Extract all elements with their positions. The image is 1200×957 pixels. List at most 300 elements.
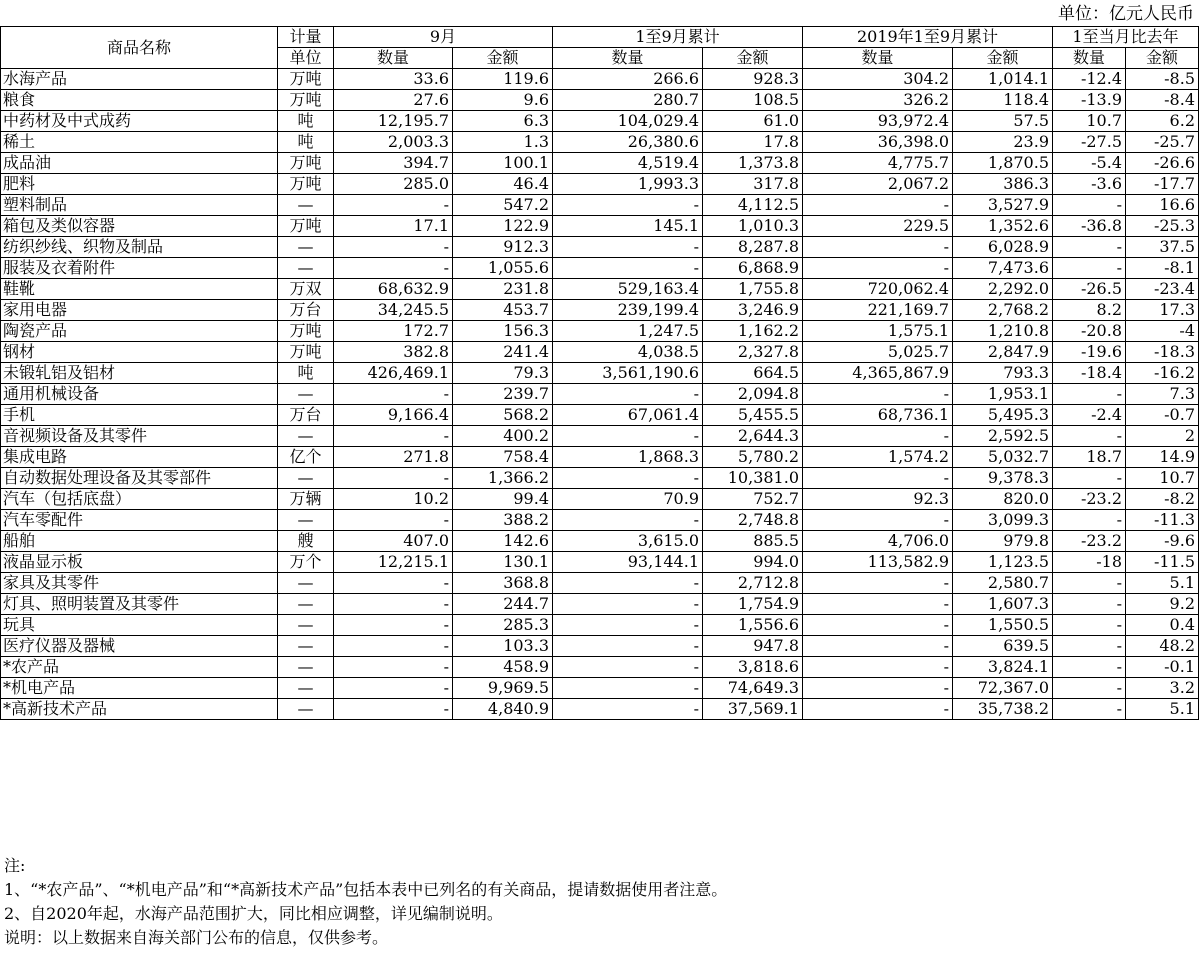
- value-cell: 79.3: [453, 363, 553, 384]
- value-cell: -: [803, 426, 953, 447]
- value-cell: 119.6: [453, 69, 553, 90]
- value-cell: 239.7: [453, 384, 553, 405]
- commodity-name: 肥料: [1, 174, 278, 195]
- value-cell: 37,569.1: [703, 699, 803, 720]
- unit-cell: —: [278, 594, 334, 615]
- value-cell: -36.8: [1053, 216, 1126, 237]
- commodity-name: *高新技术产品: [1, 699, 278, 720]
- value-cell: -: [334, 384, 453, 405]
- unit-cell: —: [278, 195, 334, 216]
- unit-cell: 万吨: [278, 69, 334, 90]
- value-cell: 1,352.6: [953, 216, 1053, 237]
- table-row: [1, 363, 1199, 384]
- value-cell: 6.3: [453, 111, 553, 132]
- table-row: [1, 258, 1199, 279]
- value-cell: -: [1053, 636, 1126, 657]
- value-cell: -2.4: [1053, 405, 1126, 426]
- value-cell: 394.7: [334, 153, 453, 174]
- value-cell: 239,199.4: [553, 300, 703, 321]
- value-cell: -25.7: [1126, 132, 1199, 153]
- unit-cell: 万吨: [278, 321, 334, 342]
- table-row: [1, 447, 1199, 468]
- value-cell: -: [334, 594, 453, 615]
- value-cell: -: [334, 636, 453, 657]
- unit-cell: —: [278, 699, 334, 720]
- header-sub: 数量: [803, 48, 953, 69]
- notes: [4, 854, 727, 950]
- commodity-name: 液晶显示板: [1, 552, 278, 573]
- value-cell: 885.5: [703, 531, 803, 552]
- table-row: [1, 174, 1199, 195]
- value-cell: 1,550.5: [953, 615, 1053, 636]
- value-cell: -: [334, 195, 453, 216]
- value-cell: -: [553, 594, 703, 615]
- value-cell: 6.2: [1126, 111, 1199, 132]
- unit-cell: 艘: [278, 531, 334, 552]
- table-row: [1, 510, 1199, 531]
- header-name: 商品名称: [1, 27, 278, 69]
- unit-cell: 吨: [278, 363, 334, 384]
- value-cell: -: [1053, 258, 1126, 279]
- unit-cell: —: [278, 237, 334, 258]
- header-group-ytd: 1至9月累计: [553, 27, 803, 48]
- value-cell: 12,215.1: [334, 552, 453, 573]
- value-cell: -18: [1053, 552, 1126, 573]
- value-cell: 304.2: [803, 69, 953, 90]
- value-cell: 568.2: [453, 405, 553, 426]
- header-row-1: [1, 27, 1199, 48]
- value-cell: 2,094.8: [703, 384, 803, 405]
- value-cell: -11.3: [1126, 510, 1199, 531]
- unit-cell: —: [278, 615, 334, 636]
- value-cell: 231.8: [453, 279, 553, 300]
- unit-cell: 万双: [278, 279, 334, 300]
- value-cell: 35,738.2: [953, 699, 1053, 720]
- unit-cell: 万个: [278, 552, 334, 573]
- unit-cell: —: [278, 426, 334, 447]
- value-cell: 2: [1126, 426, 1199, 447]
- value-cell: 1,014.1: [953, 69, 1053, 90]
- value-cell: -: [553, 510, 703, 531]
- value-cell: 285.3: [453, 615, 553, 636]
- commodity-name: 汽车零配件: [1, 510, 278, 531]
- value-cell: 1,755.8: [703, 279, 803, 300]
- value-cell: 10.2: [334, 489, 453, 510]
- header-sub: 金额: [703, 48, 803, 69]
- header-group-yoy: 1至当月比去年: [1053, 27, 1199, 48]
- table-row: [1, 216, 1199, 237]
- value-cell: -: [334, 237, 453, 258]
- value-cell: -: [334, 258, 453, 279]
- value-cell: -26.6: [1126, 153, 1199, 174]
- unit-cell: 万吨: [278, 174, 334, 195]
- value-cell: -: [1053, 657, 1126, 678]
- value-cell: 2,712.8: [703, 573, 803, 594]
- value-cell: 547.2: [453, 195, 553, 216]
- value-cell: 2,292.0: [953, 279, 1053, 300]
- value-cell: -0.7: [1126, 405, 1199, 426]
- value-cell: -: [803, 573, 953, 594]
- value-cell: 5,025.7: [803, 342, 953, 363]
- value-cell: 994.0: [703, 552, 803, 573]
- value-cell: -8.1: [1126, 258, 1199, 279]
- table-row: [1, 636, 1199, 657]
- value-cell: 3.2: [1126, 678, 1199, 699]
- note-source: 说明：以上数据来自海关部门公布的信息，仅供参考。: [4, 928, 389, 947]
- value-cell: -: [553, 636, 703, 657]
- value-cell: -: [803, 384, 953, 405]
- header-sub: 数量: [1053, 48, 1126, 69]
- commodity-name: 钢材: [1, 342, 278, 363]
- value-cell: 368.8: [453, 573, 553, 594]
- value-cell: 241.4: [453, 342, 553, 363]
- unit-cell: 吨: [278, 111, 334, 132]
- value-cell: 130.1: [453, 552, 553, 573]
- value-cell: -: [553, 468, 703, 489]
- value-cell: 1,373.8: [703, 153, 803, 174]
- value-cell: 14.9: [1126, 447, 1199, 468]
- value-cell: -5.4: [1053, 153, 1126, 174]
- value-cell: 23.9: [953, 132, 1053, 153]
- value-cell: 912.3: [453, 237, 553, 258]
- value-cell: 386.3: [953, 174, 1053, 195]
- value-cell: 5,032.7: [953, 447, 1053, 468]
- value-cell: 1,754.9: [703, 594, 803, 615]
- value-cell: 407.0: [334, 531, 453, 552]
- value-cell: 46.4: [453, 174, 553, 195]
- commodity-name: 粮食: [1, 90, 278, 111]
- value-cell: -: [1053, 510, 1126, 531]
- value-cell: -8.5: [1126, 69, 1199, 90]
- table-row: [1, 699, 1199, 720]
- value-cell: 1,607.3: [953, 594, 1053, 615]
- value-cell: -: [1053, 573, 1126, 594]
- table-row: [1, 300, 1199, 321]
- value-cell: 93,972.4: [803, 111, 953, 132]
- value-cell: -16.2: [1126, 363, 1199, 384]
- value-cell: 74,649.3: [703, 678, 803, 699]
- value-cell: 2,003.3: [334, 132, 453, 153]
- value-cell: 3,099.3: [953, 510, 1053, 531]
- value-cell: 93,144.1: [553, 552, 703, 573]
- value-cell: -: [553, 615, 703, 636]
- unit-cell: —: [278, 678, 334, 699]
- table-row: [1, 279, 1199, 300]
- unit-cell: —: [278, 468, 334, 489]
- value-cell: 2,768.2: [953, 300, 1053, 321]
- value-cell: 37.5: [1126, 237, 1199, 258]
- value-cell: 145.1: [553, 216, 703, 237]
- value-cell: 5,455.5: [703, 405, 803, 426]
- value-cell: -: [803, 195, 953, 216]
- unit-cell: 万吨: [278, 90, 334, 111]
- value-cell: 17.1: [334, 216, 453, 237]
- table-row: [1, 132, 1199, 153]
- table-row: [1, 384, 1199, 405]
- header-sub: 数量: [553, 48, 703, 69]
- value-cell: 221,169.7: [803, 300, 953, 321]
- commodity-name: 塑料制品: [1, 195, 278, 216]
- commodity-name: 自动数据处理设备及其零部件: [1, 468, 278, 489]
- value-cell: 752.7: [703, 489, 803, 510]
- value-cell: 3,561,190.6: [553, 363, 703, 384]
- value-cell: 1,574.2: [803, 447, 953, 468]
- value-cell: -: [803, 636, 953, 657]
- value-cell: 758.4: [453, 447, 553, 468]
- value-cell: -: [553, 426, 703, 447]
- value-cell: -3.6: [1053, 174, 1126, 195]
- value-cell: -9.6: [1126, 531, 1199, 552]
- value-cell: 61.0: [703, 111, 803, 132]
- value-cell: 426,469.1: [334, 363, 453, 384]
- value-cell: 68,632.9: [334, 279, 453, 300]
- commodity-name: 稀土: [1, 132, 278, 153]
- value-cell: 72,367.0: [953, 678, 1053, 699]
- value-cell: -: [334, 426, 453, 447]
- value-cell: 285.0: [334, 174, 453, 195]
- commodity-name: 汽车（包括底盘）: [1, 489, 278, 510]
- value-cell: 400.2: [453, 426, 553, 447]
- value-cell: -: [1053, 678, 1126, 699]
- value-cell: 266.6: [553, 69, 703, 90]
- header-sub: 金额: [1126, 48, 1199, 69]
- unit-cell: 亿个: [278, 447, 334, 468]
- value-cell: 33.6: [334, 69, 453, 90]
- value-cell: -12.4: [1053, 69, 1126, 90]
- value-cell: 1,123.5: [953, 552, 1053, 573]
- commodity-name: 家具及其零件: [1, 573, 278, 594]
- value-cell: 979.8: [953, 531, 1053, 552]
- value-cell: -: [1053, 615, 1126, 636]
- table-row: [1, 321, 1199, 342]
- value-cell: -8.4: [1126, 90, 1199, 111]
- value-cell: 2,847.9: [953, 342, 1053, 363]
- value-cell: 453.7: [453, 300, 553, 321]
- value-cell: -: [803, 510, 953, 531]
- value-cell: -19.6: [1053, 342, 1126, 363]
- value-cell: -0.1: [1126, 657, 1199, 678]
- commodity-name: 音视频设备及其零件: [1, 426, 278, 447]
- header-unit-top: 计量: [278, 27, 334, 48]
- value-cell: 947.8: [703, 636, 803, 657]
- export-table: [0, 26, 1199, 720]
- value-cell: -18.3: [1126, 342, 1199, 363]
- value-cell: 10.7: [1126, 468, 1199, 489]
- value-cell: 0.4: [1126, 615, 1199, 636]
- value-cell: 3,824.1: [953, 657, 1053, 678]
- value-cell: 67,061.4: [553, 405, 703, 426]
- value-cell: 92.3: [803, 489, 953, 510]
- value-cell: 4,706.0: [803, 531, 953, 552]
- header-sub: 数量: [334, 48, 453, 69]
- table-row: [1, 195, 1199, 216]
- value-cell: 271.8: [334, 447, 453, 468]
- note-1: 1、“*农产品”、“*机电产品”和“*高新技术产品”包括本表中已列名的有关商品，提请数据使用者注意。: [4, 880, 728, 899]
- table-row: [1, 573, 1199, 594]
- table-row: [1, 615, 1199, 636]
- value-cell: -: [553, 384, 703, 405]
- value-cell: 172.7: [334, 321, 453, 342]
- unit-cell: —: [278, 573, 334, 594]
- unit-cell: 万吨: [278, 342, 334, 363]
- value-cell: 113,582.9: [803, 552, 953, 573]
- value-cell: -: [553, 258, 703, 279]
- value-cell: 2,327.8: [703, 342, 803, 363]
- value-cell: 142.6: [453, 531, 553, 552]
- value-cell: -: [334, 678, 453, 699]
- value-cell: -13.9: [1053, 90, 1126, 111]
- table-row: [1, 69, 1199, 90]
- commodity-name: 手机: [1, 405, 278, 426]
- header-unit-bottom: 单位: [278, 48, 334, 69]
- value-cell: 664.5: [703, 363, 803, 384]
- value-cell: 1,247.5: [553, 321, 703, 342]
- value-cell: -17.7: [1126, 174, 1199, 195]
- table-row: [1, 426, 1199, 447]
- value-cell: -: [1053, 699, 1126, 720]
- commodity-name: 灯具、照明装置及其零件: [1, 594, 278, 615]
- value-cell: 280.7: [553, 90, 703, 111]
- value-cell: 118.4: [953, 90, 1053, 111]
- unit-cell: 万吨: [278, 216, 334, 237]
- table-row: [1, 489, 1199, 510]
- commodity-name: 陶瓷产品: [1, 321, 278, 342]
- table-row: [1, 153, 1199, 174]
- value-cell: 9,166.4: [334, 405, 453, 426]
- value-cell: -: [803, 258, 953, 279]
- value-cell: 4,840.9: [453, 699, 553, 720]
- value-cell: 1,010.3: [703, 216, 803, 237]
- value-cell: -: [553, 678, 703, 699]
- commodity-name: 纺织纱线、织物及制品: [1, 237, 278, 258]
- value-cell: -27.5: [1053, 132, 1126, 153]
- value-cell: 382.8: [334, 342, 453, 363]
- value-cell: 48.2: [1126, 636, 1199, 657]
- value-cell: 5.1: [1126, 573, 1199, 594]
- header-group-2019-ytd: 2019年1至9月累计: [803, 27, 1053, 48]
- value-cell: 1,366.2: [453, 468, 553, 489]
- value-cell: 1,953.1: [953, 384, 1053, 405]
- value-cell: 1,055.6: [453, 258, 553, 279]
- header-sub: 金额: [453, 48, 553, 69]
- value-cell: -23.4: [1126, 279, 1199, 300]
- value-cell: -25.3: [1126, 216, 1199, 237]
- value-cell: 108.5: [703, 90, 803, 111]
- value-cell: 1,868.3: [553, 447, 703, 468]
- value-cell: -: [553, 573, 703, 594]
- value-cell: 5,780.2: [703, 447, 803, 468]
- value-cell: 720,062.4: [803, 279, 953, 300]
- table-row: [1, 657, 1199, 678]
- value-cell: -: [553, 195, 703, 216]
- value-cell: 2,644.3: [703, 426, 803, 447]
- value-cell: 229.5: [803, 216, 953, 237]
- value-cell: 27.6: [334, 90, 453, 111]
- value-cell: -: [803, 678, 953, 699]
- unit-cell: —: [278, 510, 334, 531]
- value-cell: 1,210.8: [953, 321, 1053, 342]
- value-cell: -: [334, 510, 453, 531]
- unit-cell: 万台: [278, 300, 334, 321]
- unit-cell: 万辆: [278, 489, 334, 510]
- unit-label: 单位：亿元人民币: [1058, 4, 1194, 24]
- table-row: [1, 405, 1199, 426]
- value-cell: 12,195.7: [334, 111, 453, 132]
- value-cell: 17.8: [703, 132, 803, 153]
- header-sub: 金额: [953, 48, 1053, 69]
- value-cell: -20.8: [1053, 321, 1126, 342]
- value-cell: 1,162.2: [703, 321, 803, 342]
- value-cell: -: [334, 468, 453, 489]
- table-body: [1, 69, 1199, 720]
- commodity-name: 玩具: [1, 615, 278, 636]
- value-cell: 4,519.4: [553, 153, 703, 174]
- value-cell: -: [1053, 384, 1126, 405]
- value-cell: -: [334, 657, 453, 678]
- value-cell: 4,775.7: [803, 153, 953, 174]
- value-cell: -: [803, 468, 953, 489]
- value-cell: 793.3: [953, 363, 1053, 384]
- value-cell: 5,495.3: [953, 405, 1053, 426]
- value-cell: -23.2: [1053, 489, 1126, 510]
- value-cell: 3,818.6: [703, 657, 803, 678]
- value-cell: 9.6: [453, 90, 553, 111]
- unit-cell: 万吨: [278, 153, 334, 174]
- commodity-name: 鞋靴: [1, 279, 278, 300]
- value-cell: 17.3: [1126, 300, 1199, 321]
- value-cell: 1,993.3: [553, 174, 703, 195]
- value-cell: 4,112.5: [703, 195, 803, 216]
- value-cell: 1.3: [453, 132, 553, 153]
- header-group-sep: 9月: [334, 27, 553, 48]
- table-row: [1, 468, 1199, 489]
- value-cell: 529,163.4: [553, 279, 703, 300]
- value-cell: -: [334, 573, 453, 594]
- value-cell: 2,067.2: [803, 174, 953, 195]
- value-cell: -: [334, 699, 453, 720]
- value-cell: 4,365,867.9: [803, 363, 953, 384]
- commodity-name: 船舶: [1, 531, 278, 552]
- unit-cell: 万台: [278, 405, 334, 426]
- table-row: [1, 678, 1199, 699]
- value-cell: 10,381.0: [703, 468, 803, 489]
- value-cell: 9.2: [1126, 594, 1199, 615]
- unit-cell: —: [278, 384, 334, 405]
- commodity-name: 医疗仪器及器械: [1, 636, 278, 657]
- commodity-name: 成品油: [1, 153, 278, 174]
- table-row: [1, 531, 1199, 552]
- value-cell: 928.3: [703, 69, 803, 90]
- note-heading: 注:: [4, 856, 26, 875]
- value-cell: 326.2: [803, 90, 953, 111]
- value-cell: 2,580.7: [953, 573, 1053, 594]
- value-cell: 1,556.6: [703, 615, 803, 636]
- value-cell: 4,038.5: [553, 342, 703, 363]
- value-cell: 70.9: [553, 489, 703, 510]
- value-cell: 104,029.4: [553, 111, 703, 132]
- value-cell: -4: [1126, 321, 1199, 342]
- commodity-name: 家用电器: [1, 300, 278, 321]
- value-cell: 103.3: [453, 636, 553, 657]
- unit-cell: 吨: [278, 132, 334, 153]
- value-cell: 458.9: [453, 657, 553, 678]
- value-cell: 820.0: [953, 489, 1053, 510]
- commodity-name: 水海产品: [1, 69, 278, 90]
- value-cell: 388.2: [453, 510, 553, 531]
- value-cell: -: [803, 594, 953, 615]
- value-cell: -: [553, 699, 703, 720]
- commodity-name: 箱包及类似容器: [1, 216, 278, 237]
